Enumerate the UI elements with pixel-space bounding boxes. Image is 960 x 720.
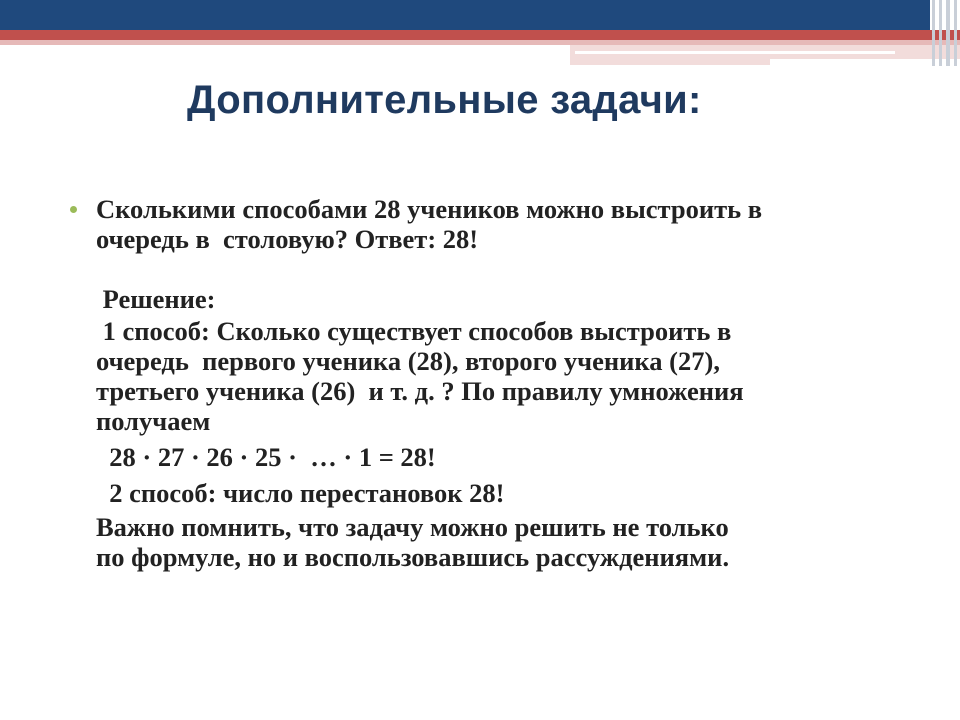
method1-line-1: 1 способ: Сколько существует способов выстроить в bbox=[96, 316, 732, 346]
method2: 2 способ: число перестановок 28! bbox=[96, 478, 505, 508]
formula: 28 · 27 · 26 · 25 · … · 1 = 28! bbox=[96, 442, 436, 472]
header-edge-stripes bbox=[930, 0, 960, 66]
bullet-dot-icon bbox=[70, 206, 77, 213]
note-line-1: Важно помнить, что задачу можно решить не только bbox=[96, 512, 729, 542]
method1-line-2: очередь первого ученика (28), второго ученика (27), bbox=[96, 346, 720, 376]
header-band-red bbox=[0, 30, 960, 40]
solution-heading: Решение: bbox=[96, 284, 216, 314]
header-band-blue bbox=[0, 0, 930, 30]
method1-line-3: третьего ученика (26) и т. д. ? По правилу умножения bbox=[96, 376, 744, 406]
slide-body bbox=[96, 194, 896, 572]
header-white-line bbox=[575, 51, 895, 54]
slide-title: Дополнительные задачи: bbox=[187, 78, 702, 122]
question-line-2: очередь в столовую? Ответ: 28! bbox=[96, 224, 479, 254]
header-band-pink-accent-short bbox=[570, 59, 770, 65]
method1-line-4: получаем bbox=[96, 406, 211, 436]
question-line-1: Сколькими способами 28 учеников можно выстроить в bbox=[96, 194, 763, 224]
note-line-2: по формуле, но и воспользовавшись рассуждениями. bbox=[96, 542, 730, 572]
